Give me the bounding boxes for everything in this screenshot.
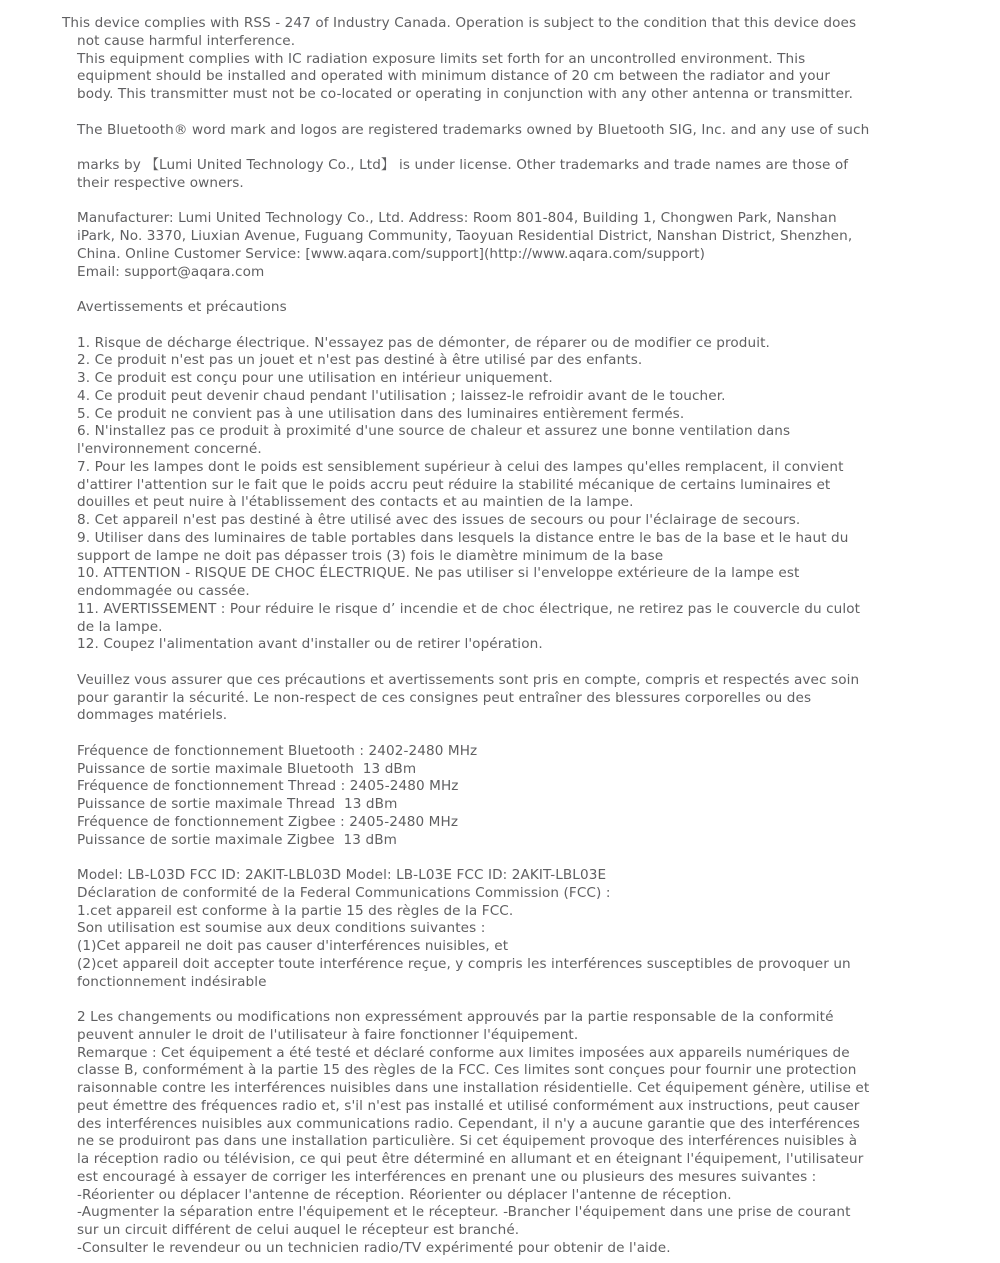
para-frequency-specs: Fréquence de fonctionnement Bluetooth : 2402-2480 MHz Puissance de sortie maximale Bluetooth 13 dBm Fréquence de fonctionnement Thread : 2405-2480 MHz Puissance de sortie maximale Thread 13 dBm Fréquence de fonctionnement Zigbee : 2405-2480 MHz Puissance de sortie maximale Zigbee 13 dBm xyxy=(77,742,478,848)
para-manufacturer-info: Manufacturer: Lumi United Technology Co., Ltd. Address: Room 801-804, Building 1, Chongwen Park, Nanshan iPark, No. 3370, Liuxian Avenue, Fuguang Community, Taoyuan Residential District, Nanshan District, Shenzhen, China. Online Customer Service: [www.aqara.com/support](http://www.aqara.com/support) Email: support@aqara.com xyxy=(77,210,853,280)
para-ic-compliance: This device complies with RSS - 247 of Industry Canada. Operation is subject to the condition that this device does not cause harmful interference. This equipment complies with IC radiation exposure limits set forth for an uncontrolled environment. This equipment should be installed and operated with minimum distance of 20 cm between the radiator and your body. This transmitter must not be co-located or operating in conjunction with any other antenna or transmitter. xyxy=(62,15,857,102)
para-bluetooth-trademark: The Bluetooth® word mark and logos are registered trademarks owned by Bluetooth SIG, Inc. and any use of such xyxy=(77,121,870,138)
para-trademark-license: marks by 【Lumi United Technology Co., Ltd】 is under license. Other trademarks and trade names are those of their respective owners. xyxy=(77,157,849,191)
para-fcc-interference-statement: 2 Les changements ou modifications non expressément approuvés par la partie responsable de la conformité peuvent annuler le droit de l'utilisateur à faire fonctionner l'équipement. Remarque : Cet équipement a été testé et déclaré conforme aux limites imposées aux appareils numériques de classe B, conformément à la partie 15 des règles de la FCC. Ces limites sont conçues pour fournir une protection raisonnable contre les interférences nuisibles dans une installation résidentielle. Cet équipement génère, utilise et peut émettre des fréquences radio et, s'il n'est pas installé et utilisé conformément aux instructions, peut causer des interférences nuisibles aux communications radio. Cependant, il n'y a aucune garantie que des interférences ne se produiront pas dans une installation particulière. Si cet équipement provoque des interférences nuisibles à la réception radio ou télévision, ce qui peut être déterminé en allumant et en éteignant l'équipement, l'utilisateur est encouragé à essayer de corriger les interférences en prenant une ou plusieurs des mesures suivantes : -Réorienter ou déplacer l'antenne de réception. Réorienter ou déplacer l'antenne de réception. -Augmenter la séparation entre l'équipement et le récepteur. -Brancher l'équipement dans une prise de courant sur un circuit différent de celui auquel le récepteur est branché. -Consulter le revendeur ou un technicien radio/TV expérimenté pour obtenir de l'aide. xyxy=(77,1009,870,1256)
para-model-fcc-declaration: Model: LB-L03D FCC ID: 2AKIT-LBL03D Model: LB-L03E FCC ID: 2AKIT-LBL03E Déclaration de conformité de la Federal Communications Commission (FCC) : 1.cet appareil est conforme à la partie 15 des règles de la FCC. Son utilisation est soumise aux deux conditions suivantes : (1)Cet appareil ne doit pas causer d'interférences nuisibles, et (2)cet appareil doit accepter toute interférence reçue, y compris les interférences susceptibles de provoquer un fonctionnement indésirable xyxy=(77,867,851,990)
heading-warnings-precautions: Avertissements et précautions xyxy=(77,299,287,315)
para-safety-summary: Veuillez vous assurer que ces précautions et avertissements sont pris en compte, compris et respectés avec soin pour garantir la sécurité. Le non-respect de ces consignes peut entraîner des blessures corporelles ou des dommages matériels. xyxy=(77,671,860,724)
list-warnings-precautions: 1. Risque de décharge électrique. N'essayez pas de démonter, de réparer ou de modifier ce produit. 2. Ce produit n'est pas un jouet et n'est pas destiné à être utilisé par des enfants. 3. Ce produit est conçu pour une utilisation en intérieur uniquement. 4. Ce produit peut devenir chaud pendant l'utilisation ; laissez-le refroidir avant de le toucher. 5. Ce produit ne convient pas à une utilisation dans des luminaires entièrement fermés. 6. N'installez pas ce produit à proximité d'une source de chaleur et assurez une bonne ventilation dans l'environnement concerné. 7. Pour les lampes dont le poids est sensiblement supérieur à celui des lampes qu'elles remplacent, il convient d'attirer l'attention sur le fait que le poids accru peut réduire la stabilité mécanique de certains luminaires et douilles et peut nuire à l'établissement des contacts et au maintien de la lampe. 8. Cet appareil n'est pas destiné à être utilisé avec des issues de secours ou pour l'éclairage de secours. 9. Utiliser dans des luminaires de table portables dans lesquels la distance entre le bas de la base et le haut du support de lampe ne doit pas dépasser trois (3) fois le diamètre minimum de la base 10. ATTENTION - RISQUE DE CHOC ÉLECTRIQUE. Ne pas utiliser si l'enveloppe extérieure de la lampe est endommagée ou cassée. 11. AVERTISSEMENT : Pour réduire le risque d’ incendie et de choc électrique, ne retirez pas le couvercle du culot de la lampe. 12. Coupez l'alimentation avant d'installer ou de retirer l'opération. xyxy=(77,334,861,653)
